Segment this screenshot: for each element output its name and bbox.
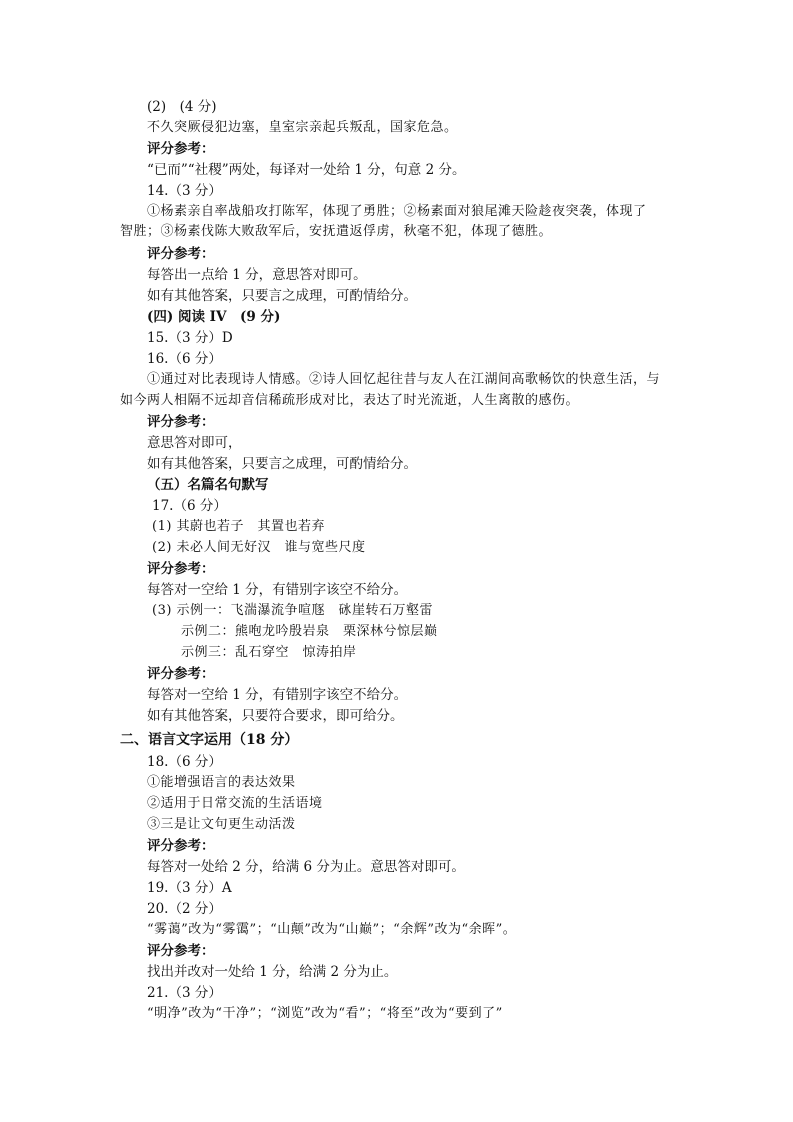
scoring-label: 评分参考： — [147, 414, 215, 430]
scoring-text: 如有其他答案，只要言之成理，可酌情给分。 — [147, 288, 417, 304]
q17-2-answer: (2) 未必人间无好汉 谁与宽些尺度 — [152, 540, 366, 555]
scoring-text: 每答出一点给 1 分，意思答对即可。 — [147, 267, 367, 283]
q14-answer-line2: 智胜；③杨素伐陈大败敌军后，安抚遣返俘虏，秋毫不犯，体现了德胜。 — [120, 224, 553, 239]
scoring-text: 找出并改对一处给 1 分，给满 2 分为止。 — [147, 964, 398, 980]
q14-heading: 14.（3 分） — [147, 183, 222, 199]
scoring-label: 评分参考： — [147, 561, 215, 577]
q16-answer-line1: ①通过对比表现诗人情感。②诗人回忆起往昔与友人在江湖间高歌畅饮的快意生活，与 — [147, 372, 661, 387]
scoring-text: 如有其他答案，只要言之成理，可酌情给分。 — [147, 456, 417, 472]
q13-2-heading: (2) (4 分) — [147, 99, 217, 115]
scoring-label: 评分参考： — [147, 246, 215, 262]
q20-answer: “雾蔼”改为“雾霭”；“山颠”改为“山巅”；“余辉”改为“余晖”。 — [147, 922, 517, 937]
scoring-label: 评分参考： — [147, 943, 215, 959]
q15-answer: 15.（3 分）D — [147, 330, 233, 346]
q14-answer-line1: ①杨素亲自率战船攻打陈军，体现了勇胜；②杨素面对狼尾滩天险趁夜突袭，体现了 — [147, 204, 647, 219]
scoring-text: 每答对一空给 1 分，有错别字该空不给分。 — [147, 582, 408, 598]
q21-heading: 21.（3 分） — [147, 985, 222, 1001]
scoring-text: “已而”“社稷”两处，每译对一处给 1 分，句意 2 分。 — [147, 162, 466, 178]
q17-1-answer: (1) 其蔚也若子 其置也若弃 — [152, 519, 326, 534]
section-5-heading: （五）名篇名句默写 — [147, 477, 269, 493]
q18-answer-3: ③三是让文句更生动活泼 — [147, 817, 296, 832]
q18-answer-2: ②适用于日常交流的生活语境 — [147, 796, 323, 811]
q21-answer: “明净”改为“干净”；“浏览”改为“看”；“将至”改为“要到了” — [147, 1006, 503, 1021]
scoring-label: 评分参考： — [147, 666, 215, 682]
q16-heading: 16.（6 分） — [147, 351, 222, 367]
scoring-label: 评分参考： — [147, 838, 215, 854]
q17-3-example3: 示例三：乱石穿空 惊涛拍岸 — [181, 645, 357, 660]
q16-answer-line2: 如今两人相隔不远却音信稀疏形成对比，表达了时光流逝，人生离散的感伤。 — [120, 393, 580, 408]
q18-answer-1: ①能增强语言的表达效果 — [147, 775, 296, 790]
q17-3-example2: 示例二：熊咆龙吟殷岩泉 栗深林兮惊层巅 — [181, 624, 438, 639]
q18-heading: 18.（6 分） — [147, 754, 222, 770]
scoring-label: 评分参考： — [147, 141, 215, 157]
part-2-heading: 二、语言文字运用（18 分） — [120, 732, 299, 748]
scoring-text: 如有其他答案，只要符合要求，即可给分。 — [147, 708, 404, 724]
q13-2-answer: 不久突厥侵犯边塞，皇室宗亲起兵叛乱，国家危急。 — [147, 120, 458, 135]
scoring-text: 每答对一处给 2 分，给满 6 分为止。意思答对即可。 — [147, 859, 465, 875]
q17-heading: 17.（6 分） — [152, 498, 227, 514]
scoring-text: 意思答对即可， — [147, 435, 242, 451]
q20-heading: 20.（2 分） — [147, 901, 222, 917]
q19-answer: 19.（3 分）A — [147, 880, 232, 896]
q17-3-example1: (3) 示例一：飞湍瀑流争喧豗 砯崖转石万壑雷 — [152, 603, 434, 618]
section-4-heading: (四) 阅读 IV (9 分) — [147, 309, 281, 325]
scoring-text: 每答对一空给 1 分，有错别字该空不给分。 — [147, 687, 408, 703]
